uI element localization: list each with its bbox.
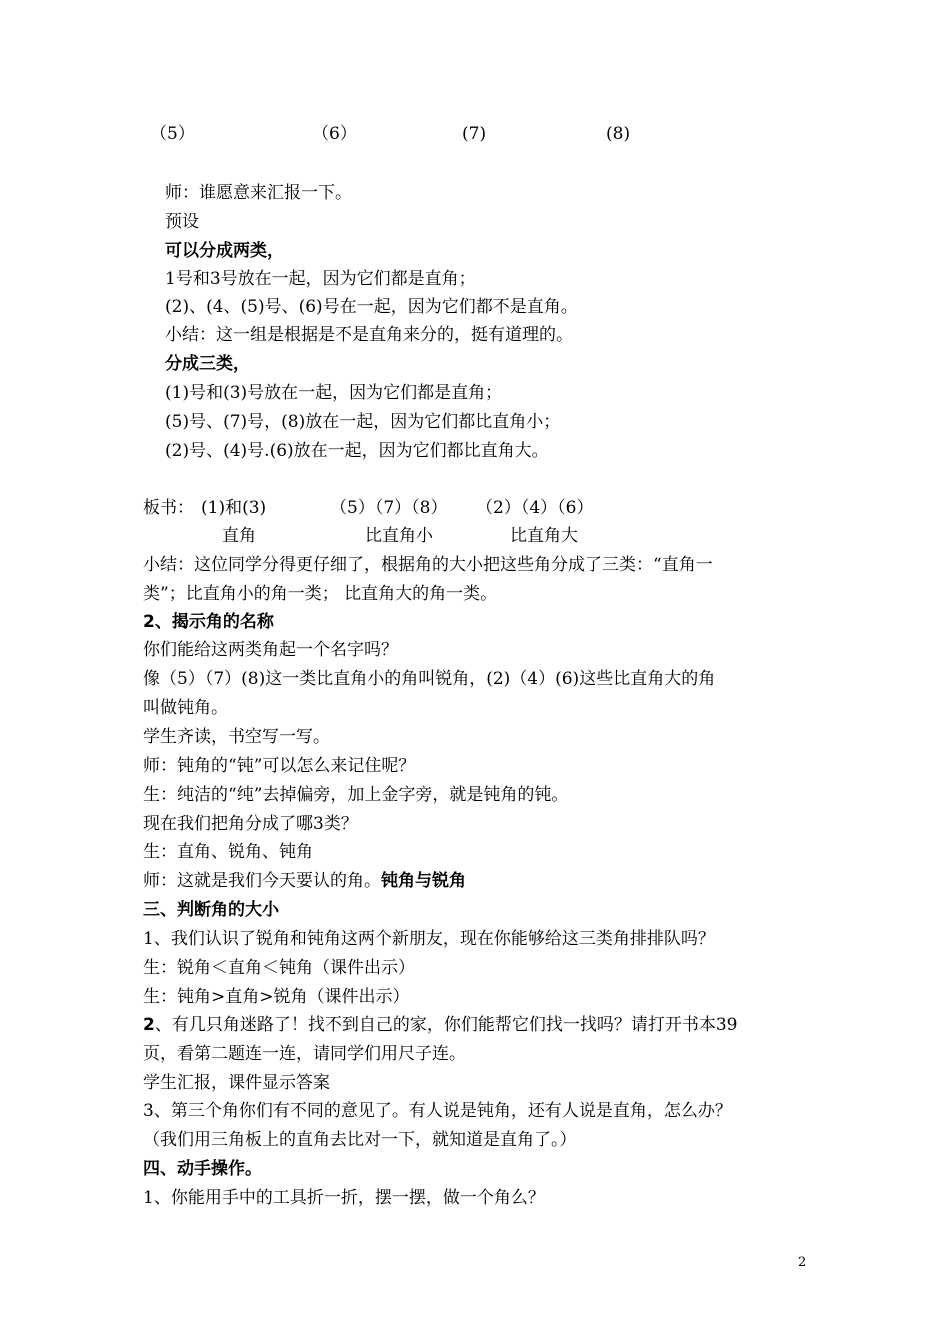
figure-label-7: (7) [462, 124, 487, 144]
text-line: 1、你能用手中的工具折一折，摆一摆，做一个角么？ [143, 1188, 545, 1208]
text-line: (5)号、(7)号，(8)放在一起，因为它们都比直角小； [165, 412, 561, 432]
text-line: 预设 [165, 212, 199, 232]
board-caption-1: 直角 [222, 526, 256, 546]
text-line: 学生汇报，课件显示答案 [143, 1073, 330, 1093]
bold-span: 钝角与锐角 [381, 871, 466, 891]
section-heading: 四、动手操作。 [143, 1159, 262, 1179]
text-line: (2)、(4、(5)号、(6)号在一起，因为它们都不是直角。 [165, 297, 578, 317]
bold-span: 2 [143, 1015, 155, 1035]
text-span: 、有几只角迷路了！找不到自己的家，你们能帮它们找一找吗？请打开书本39 [154, 1015, 738, 1035]
text-line: 1、我们认识了锐角和钝角这两个新朋友，现在你能够给这三类角排排队吗？ [143, 929, 715, 949]
text-line [143, 1013, 737, 1037]
text-line: 页，看第二题连一连，请同学们用尺子连。 [143, 1044, 466, 1064]
board-group-3: （2）（4）（6） [476, 498, 594, 518]
figure-label-5: （5） [150, 124, 195, 144]
heading-two-groups: 可以分成两类， [165, 241, 284, 261]
text-span: 师：这就是我们今天要认的角。 [143, 871, 381, 891]
text-line: 生：纯洁的“纯”去掉偏旁，加上金字旁，就是钝角的钝。 [143, 785, 569, 805]
page-number: 2 [798, 1255, 807, 1270]
board-group-1: (1)和(3) [201, 498, 267, 518]
text-line: 小结：这一组是根据是不是直角来分的，挺有道理的。 [165, 325, 573, 345]
text-line: 现在我们把角分成了哪3类？ [143, 814, 358, 834]
figure-label-8: (8) [606, 124, 631, 144]
text-line: (1)号和(3)号放在一起，因为它们都是直角； [165, 383, 503, 403]
text-line: 生：钝角>直角>锐角（课件出示） [143, 987, 410, 1007]
text-line: 像（5）（7）(8)这一类比直角小的角叫锐角，(2)（4）(6)这些比直角大的角 [143, 669, 716, 689]
heading-three-groups: 分成三类， [165, 354, 250, 374]
text-line: 类”；比直角小的角一类； 比直角大的角一类。 [143, 584, 498, 604]
board-group-2: （5）（7）（8） [330, 498, 448, 518]
text-line: 1号和3号放在一起，因为它们都是直角； [165, 269, 476, 289]
text-line: 师：钝角的“钝”可以怎么来记住呢？ [143, 756, 416, 776]
figure-label-6: （6） [312, 124, 357, 144]
text-line: (2)号、(4)号.(6)放在一起，因为它们都比直角大。 [165, 441, 549, 461]
text-line: 生：锐角＜直角＜钝角（课件出示） [143, 958, 415, 978]
text-line: 小结：这位同学分得更仔细了，根据角的大小把这些角分成了三类：“直角一 [143, 555, 713, 575]
text-line [143, 869, 466, 893]
text-line: 学生齐读，书空写一写。 [143, 727, 330, 747]
text-line: 师：谁愿意来汇报一下。 [165, 183, 352, 203]
board-label: 板书： [143, 498, 194, 518]
text-line: 生：直角、锐角、钝角 [143, 842, 313, 862]
text-line: 叫做钝角。 [143, 698, 228, 718]
text-line: 3、第三个角你们有不同的意见了。有人说是钝角，还有人说是直角，怎么办？ [143, 1101, 732, 1121]
text-line: 你们能给这两类角起一个名字吗？ [143, 640, 398, 660]
board-caption-3: 比直角大 [510, 526, 578, 546]
board-caption-2: 比直角小 [365, 526, 433, 546]
section-heading: 2、揭示角的名称 [143, 612, 274, 632]
section-heading: 三、判断角的大小 [143, 900, 279, 920]
text-line: （我们用三角板上的直角去比对一下，就知道是直角了。） [143, 1130, 577, 1150]
